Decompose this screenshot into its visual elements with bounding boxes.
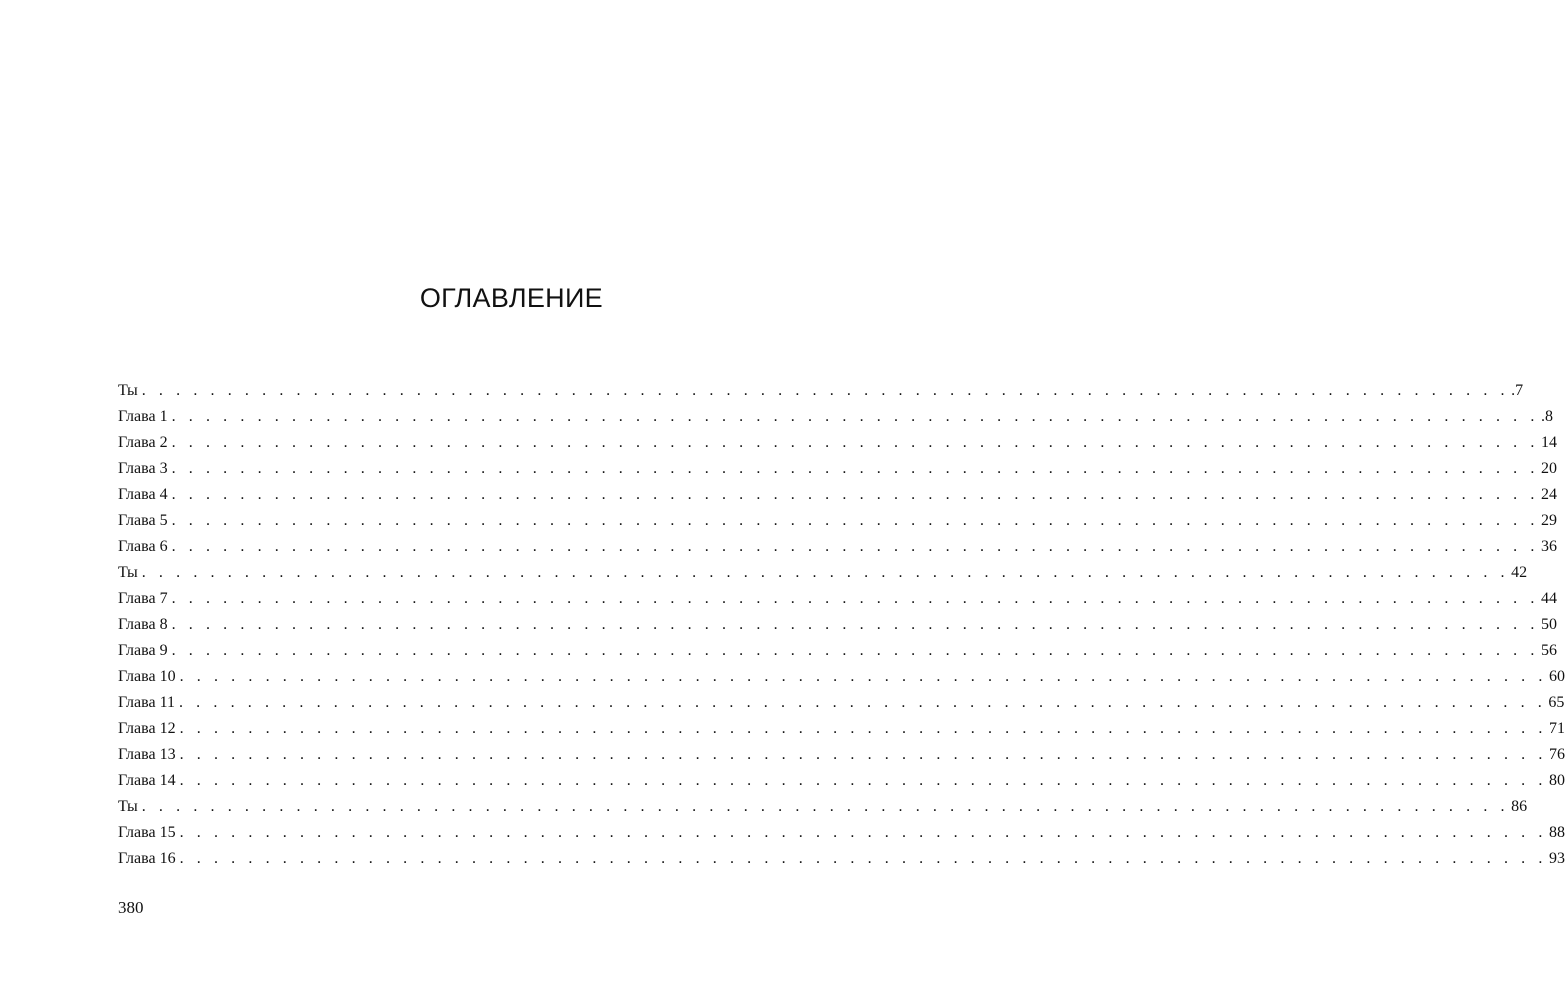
toc-leader-dots: . . . . . . . . . . . . . . . . . . . . . . . . . . . . . . . . . . . . . . . . . . . . . . . . . . . . . . . . . . . . . . . . . . . . . . . . . . . . . . . . <box>171 538 1539 555</box>
toc-entry-page: .7 <box>1511 382 1524 399</box>
toc-entry-label: Глава 14 <box>118 772 176 789</box>
toc-leader-dots: . . . . . . . . . . . . . . . . . . . . . . . . . . . . . . . . . . . . . . . . . . . . . . . . . . . . . . . . . . . . . . . . . . . . . . . . . . . . . . . . <box>179 850 1547 867</box>
toc-entry-page: 29 <box>1540 512 1557 529</box>
toc-entry-label: Ты <box>118 382 138 399</box>
toc-entry-page: 76 <box>1548 746 1565 763</box>
toc-entry-page: 60 <box>1548 668 1565 685</box>
toc-entry-label: Глава 9 <box>118 642 168 659</box>
toc-entry[interactable] <box>118 742 1565 768</box>
page-number: 380 <box>118 898 144 917</box>
toc-entry-page: 71 <box>1548 720 1565 737</box>
toc-entry-label: Глава 15 <box>118 824 176 841</box>
toc-leader-dots: . . . . . . . . . . . . . . . . . . . . . . . . . . . . . . . . . . . . . . . . . . . . . . . . . . . . . . . . . . . . . . . . . . . . . . . . . . . . . . . . <box>171 590 1539 607</box>
toc-leader-dots: . . . . . . . . . . . . . . . . . . . . . . . . . . . . . . . . . . . . . . . . . . . . . . . . . . . . . . . . . . . . . . . . . . . . . . . . . . . . . . . . <box>178 694 1547 711</box>
toc-entry-page: 42 <box>1511 564 1528 581</box>
toc-entry-label: Глава 11 <box>118 694 175 711</box>
toc-leader-dots: . . . . . . . . . . . . . . . . . . . . . . . . . . . . . . . . . . . . . . . . . . . . . . . . . . . . . . . . . . . . . . . . . . . . . . . . . . . . . . . . <box>171 486 1539 503</box>
toc-entry[interactable] <box>118 456 1557 482</box>
toc-entry[interactable] <box>118 820 1565 846</box>
toc-entry-page: 14 <box>1540 434 1557 451</box>
table-of-contents <box>118 378 1565 872</box>
toc-entry[interactable] <box>118 690 1565 716</box>
toc-entry[interactable] <box>118 716 1565 742</box>
toc-entry-label: Ты <box>118 564 138 581</box>
toc-entry-label: Глава 2 <box>118 434 168 451</box>
toc-entry[interactable] <box>118 378 1524 404</box>
toc-entry-label: Глава 16 <box>118 850 176 867</box>
toc-entry[interactable] <box>118 586 1557 612</box>
toc-entry[interactable] <box>118 638 1557 664</box>
toc-entry-page: 88 <box>1548 824 1565 841</box>
toc-entry[interactable] <box>118 534 1557 560</box>
toc-entry-label: Глава 4 <box>118 486 168 503</box>
toc-entry-label: Глава 10 <box>118 668 176 685</box>
toc-entry-page: 44 <box>1540 590 1557 607</box>
toc-entry-page: 20 <box>1540 460 1557 477</box>
toc-entry[interactable] <box>118 560 1528 586</box>
toc-entry-page: 80 <box>1548 772 1565 789</box>
toc-entry-page: 24 <box>1540 486 1557 503</box>
toc-entry-label: Глава 3 <box>118 460 168 477</box>
toc-entry-label: Глава 8 <box>118 616 168 633</box>
toc-entry[interactable] <box>118 794 1528 820</box>
toc-entry-page: .8 <box>1540 408 1553 425</box>
toc-entry-page: 56 <box>1540 642 1557 659</box>
toc-entry[interactable] <box>118 846 1565 872</box>
toc-entry[interactable] <box>118 664 1565 690</box>
toc-entry-label: Глава 6 <box>118 538 168 555</box>
toc-entry-label: Глава 13 <box>118 746 176 763</box>
toc-leader-dots: . . . . . . . . . . . . . . . . . . . . . . . . . . . . . . . . . . . . . . . . . . . . . . . . . . . . . . . . . . . . . . . . . . . . . . . . . . . . . . . . <box>171 434 1539 451</box>
toc-entry-label: Глава 5 <box>118 512 168 529</box>
toc-leader-dots: . . . . . . . . . . . . . . . . . . . . . . . . . . . . . . . . . . . . . . . . . . . . . . . . . . . . . . . . . . . . . . . . . . . . . . . . . . . . . . . . <box>171 616 1539 633</box>
toc-entry-label: Глава 1 <box>118 408 168 425</box>
toc-leader-dots: . . . . . . . . . . . . . . . . . . . . . . . . . . . . . . . . . . . . . . . . . . . . . . . . . . . . . . . . . . . . . . . . . . . . . . . . . . . . . . . . <box>171 642 1539 659</box>
toc-leader-dots: . . . . . . . . . . . . . . . . . . . . . . . . . . . . . . . . . . . . . . . . . . . . . . . . . . . . . . . . . . . . . . . . . . . . . . . . . . . . . . . . <box>141 798 1510 815</box>
toc-leader-dots: . . . . . . . . . . . . . . . . . . . . . . . . . . . . . . . . . . . . . . . . . . . . . . . . . . . . . . . . . . . . . . . . . . . . . . . . . . . . . . . . <box>141 564 1510 581</box>
toc-entry-page: 65 <box>1548 694 1565 711</box>
toc-entry-page: 86 <box>1511 798 1528 815</box>
toc-entry-page: 93 <box>1548 850 1565 867</box>
toc-entry[interactable] <box>118 612 1557 638</box>
toc-leader-dots: . . . . . . . . . . . . . . . . . . . . . . . . . . . . . . . . . . . . . . . . . . . . . . . . . . . . . . . . . . . . . . . . . . . . . . . . . . . . . . . . <box>171 512 1539 529</box>
toc-leader-dots: . . . . . . . . . . . . . . . . . . . . . . . . . . . . . . . . . . . . . . . . . . . . . . . . . . . . . . . . . . . . . . . . . . . . . . . . . . . . . . . . <box>179 824 1547 841</box>
toc-entry[interactable] <box>118 508 1557 534</box>
toc-leader-dots: . . . . . . . . . . . . . . . . . . . . . . . . . . . . . . . . . . . . . . . . . . . . . . . . . . . . . . . . . . . . . . . . . . . . . . . . . . . . . . . . <box>179 746 1547 763</box>
toc-leader-dots: . . . . . . . . . . . . . . . . . . . . . . . . . . . . . . . . . . . . . . . . . . . . . . . . . . . . . . . . . . . . . . . . . . . . . . . . . . . . . . . . <box>179 772 1547 789</box>
toc-leader-dots: . . . . . . . . . . . . . . . . . . . . . . . . . . . . . . . . . . . . . . . . . . . . . . . . . . . . . . . . . . . . . . . . . . . . . . . . . . . . . . . . <box>141 382 1510 399</box>
toc-entry[interactable] <box>118 404 1553 430</box>
toc-entry[interactable] <box>118 482 1557 508</box>
toc-entry[interactable] <box>118 768 1565 794</box>
toc-entry-page: 36 <box>1540 538 1557 555</box>
toc-leader-dots: . . . . . . . . . . . . . . . . . . . . . . . . . . . . . . . . . . . . . . . . . . . . . . . . . . . . . . . . . . . . . . . . . . . . . . . . . . . . . . . . <box>171 408 1539 425</box>
page-title: ОГЛАВЛЕНИЕ <box>419 283 603 313</box>
toc-leader-dots: . . . . . . . . . . . . . . . . . . . . . . . . . . . . . . . . . . . . . . . . . . . . . . . . . . . . . . . . . . . . . . . . . . . . . . . . . . . . . . . . <box>171 460 1539 477</box>
toc-entry[interactable] <box>118 430 1557 456</box>
toc-entry-page: 50 <box>1540 616 1557 633</box>
toc-entry-label: Глава 12 <box>118 720 176 737</box>
toc-leader-dots: . . . . . . . . . . . . . . . . . . . . . . . . . . . . . . . . . . . . . . . . . . . . . . . . . . . . . . . . . . . . . . . . . . . . . . . . . . . . . . . . <box>179 668 1547 685</box>
toc-leader-dots: . . . . . . . . . . . . . . . . . . . . . . . . . . . . . . . . . . . . . . . . . . . . . . . . . . . . . . . . . . . . . . . . . . . . . . . . . . . . . . . . <box>179 720 1547 737</box>
toc-entry-label: Глава 7 <box>118 590 168 607</box>
toc-entry-label: Ты <box>118 798 138 815</box>
